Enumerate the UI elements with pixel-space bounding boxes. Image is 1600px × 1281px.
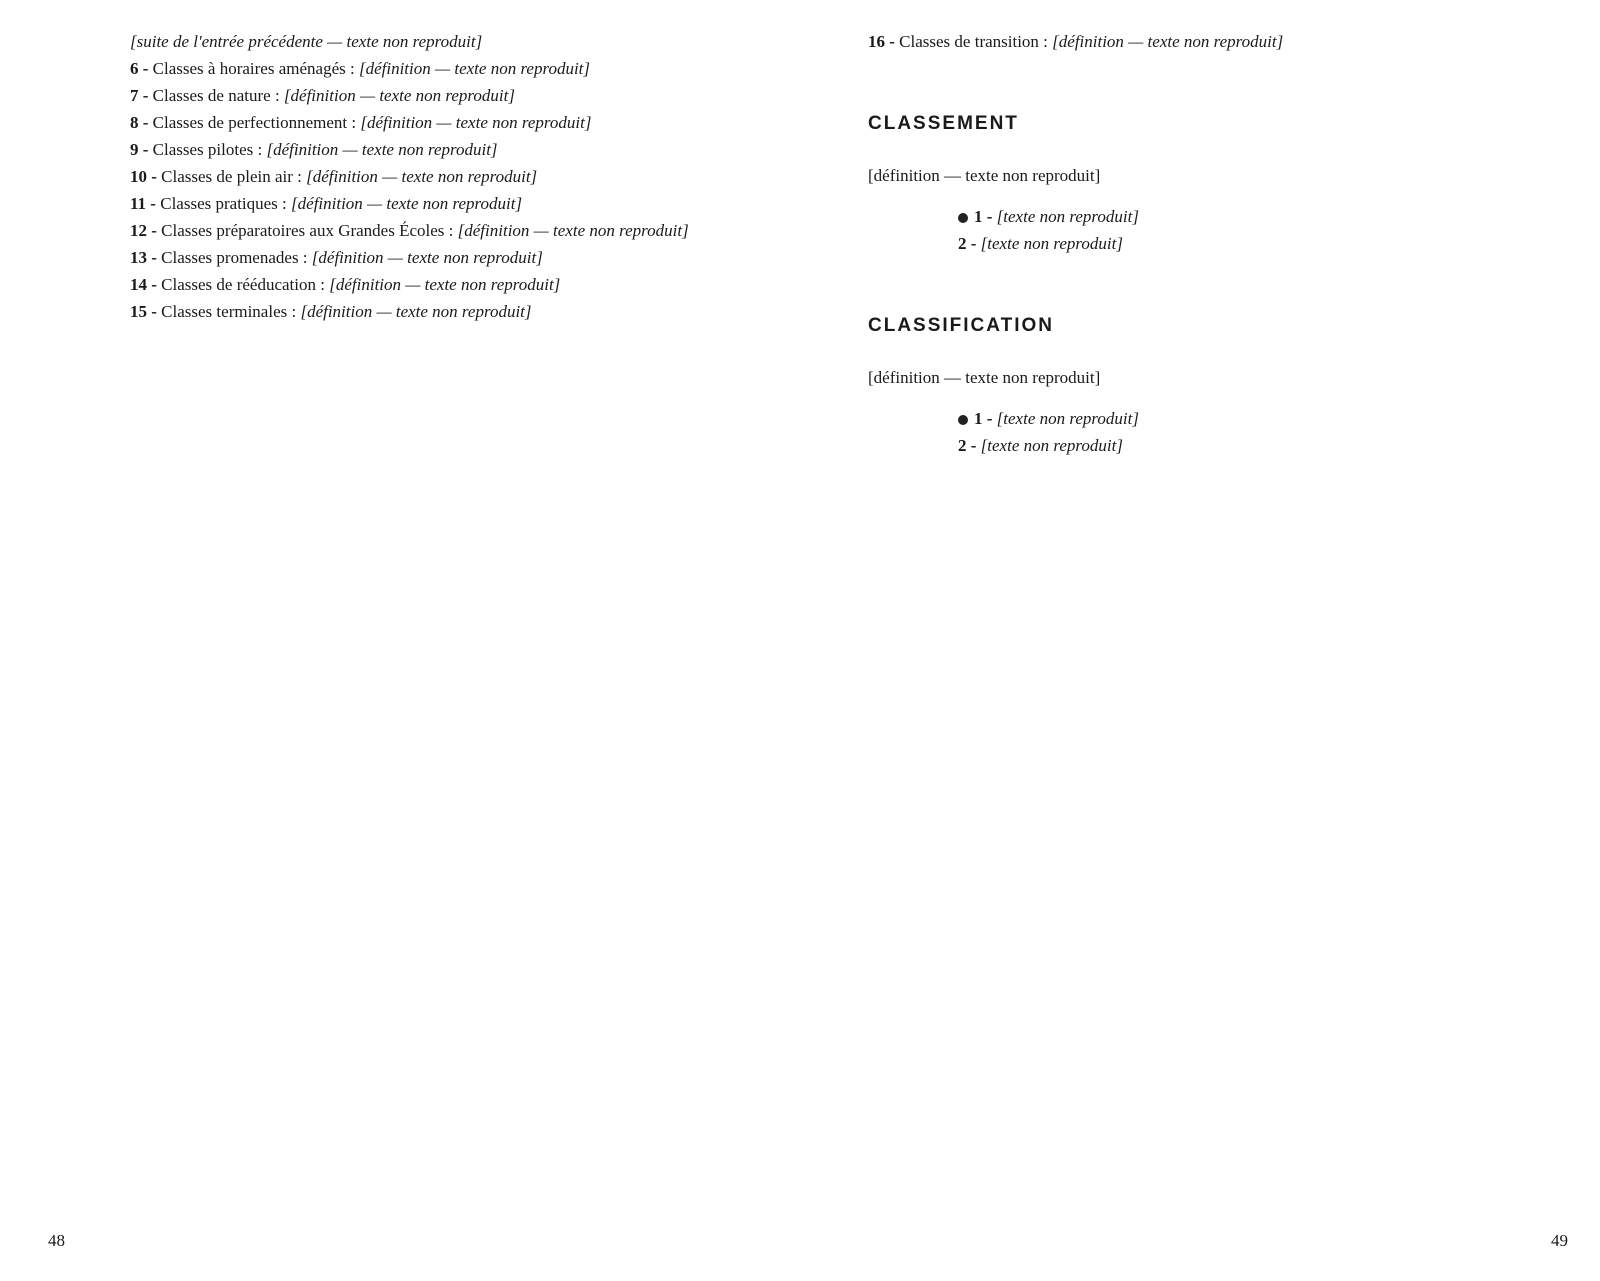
point-body: [texte non reproduit] xyxy=(996,409,1139,428)
entry-number: 6 - xyxy=(130,59,149,78)
entry-term: Classes à horaires aménagés : xyxy=(152,59,355,78)
entry-number: 15 - xyxy=(130,302,157,321)
entry-body: [définition — texte non reproduit] xyxy=(311,248,543,267)
section-point xyxy=(958,232,1568,255)
right-sections xyxy=(868,113,1568,457)
point-number: 2 - xyxy=(958,234,977,253)
bullet-icon xyxy=(958,213,968,223)
point-body: [texte non reproduit] xyxy=(980,436,1123,455)
entry xyxy=(130,165,760,188)
entry-number: 11 - xyxy=(130,194,156,213)
section-intro: [définition — texte non reproduit] xyxy=(868,368,1101,387)
entry xyxy=(130,84,760,107)
entry-term: Classes de transition : xyxy=(899,32,1048,51)
entry xyxy=(130,273,760,296)
entry-number: 13 - xyxy=(130,248,157,267)
entry-number: 8 - xyxy=(130,113,149,132)
right-entries xyxy=(868,30,1568,53)
entry-number: 7 - xyxy=(130,86,149,105)
section-point xyxy=(958,407,1568,430)
section-point xyxy=(958,205,1568,228)
entry-term: Classes terminales : xyxy=(161,302,297,321)
point-body: [texte non reproduit] xyxy=(996,207,1139,226)
entry-term: Classes promenades : xyxy=(161,248,308,267)
entry xyxy=(130,111,760,134)
entry-term: Classes de rééducation : xyxy=(161,275,325,294)
section-intro: [définition — texte non reproduit] xyxy=(868,166,1101,185)
point-number: 2 - xyxy=(958,436,977,455)
entry-body: [définition — texte non reproduit] xyxy=(283,86,515,105)
entry-body: [définition — texte non reproduit] xyxy=(1052,32,1284,51)
entry-number: 12 - xyxy=(130,221,157,240)
section-heading: CLASSIFICATION xyxy=(868,315,1054,336)
section-point xyxy=(958,434,1568,457)
left-page xyxy=(130,30,760,1261)
section-heading: CLASSEMENT xyxy=(868,113,1019,134)
entry-term: Classes de perfectionnement : xyxy=(152,113,357,132)
bullet-icon xyxy=(958,415,968,425)
entry-term: Classes préparatoires aux Grandes Écoles : xyxy=(161,221,454,240)
entry xyxy=(130,219,760,242)
entry-body: [définition — texte non reproduit] xyxy=(329,275,561,294)
entry-term: Classes de nature : xyxy=(152,86,280,105)
entry-body: [définition — texte non reproduit] xyxy=(358,59,591,78)
point-body: [texte non reproduit] xyxy=(980,234,1123,253)
entry xyxy=(130,246,760,269)
entry-number: 9 - xyxy=(130,140,149,159)
entry-term: Classes pratiques : xyxy=(160,194,287,213)
entry xyxy=(130,300,760,323)
entry xyxy=(130,138,760,161)
left-entries xyxy=(130,30,760,323)
entry xyxy=(130,30,760,53)
entry-term: Classes de plein air : xyxy=(161,167,302,186)
entry xyxy=(130,57,760,80)
page-number-left: 48 xyxy=(48,1231,65,1250)
entry-body: [définition — texte non reproduit] xyxy=(457,221,689,240)
entry-body: [suite de l'entrée précédente — texte non reproduit] xyxy=(130,32,483,51)
point-number: 1 - xyxy=(974,409,993,428)
entry-number: 10 - xyxy=(130,167,157,186)
entry xyxy=(130,192,760,215)
point-number: 1 - xyxy=(974,207,993,226)
entry-body: [définition — texte non reproduit] xyxy=(291,194,523,213)
entry-number: 16 - xyxy=(868,32,895,51)
entry-body: [définition — texte non reproduit] xyxy=(306,167,538,186)
entry-body: [définition — texte non reproduit] xyxy=(266,140,498,159)
entry-number: 14 - xyxy=(130,275,157,294)
entry-body: [définition — texte non reproduit] xyxy=(300,302,532,321)
page-number-right: 49 xyxy=(1551,1231,1568,1250)
right-page xyxy=(868,30,1568,1261)
entry-term: Classes pilotes : xyxy=(152,140,263,159)
entry xyxy=(868,30,1568,53)
entry-body: [définition — texte non reproduit] xyxy=(360,113,592,132)
